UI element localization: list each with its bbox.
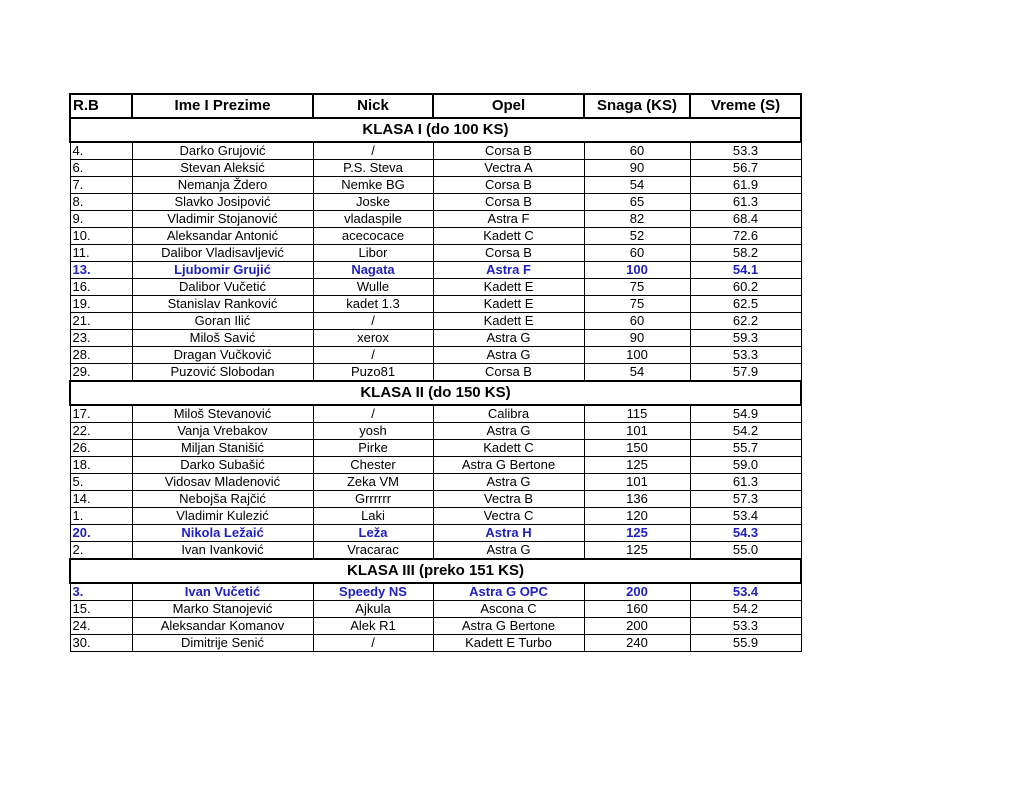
class-title: KLASA III (preko 151 KS) <box>70 559 801 583</box>
table-row <box>70 194 801 211</box>
cell-snaga: 200 <box>584 618 690 635</box>
cell-rb: 22. <box>70 423 132 440</box>
table-row <box>70 635 801 652</box>
cell-snaga: 125 <box>584 525 690 542</box>
cell-opel: Astra F <box>433 211 584 228</box>
cell-snaga: 200 <box>584 583 690 601</box>
cell-snaga: 54 <box>584 364 690 382</box>
cell-snaga: 125 <box>584 542 690 560</box>
cell-nick: Joske <box>313 194 433 211</box>
cell-nick: kadet 1.3 <box>313 296 433 313</box>
cell-snaga: 115 <box>584 405 690 423</box>
cell-vreme: 61.3 <box>690 194 801 211</box>
cell-snaga: 160 <box>584 601 690 618</box>
cell-rb: 16. <box>70 279 132 296</box>
cell-rb: 4. <box>70 142 132 160</box>
cell-nick: vladaspile <box>313 211 433 228</box>
cell-nick: Alek R1 <box>313 618 433 635</box>
cell-opel: Astra G <box>433 330 584 347</box>
cell-vreme: 60.2 <box>690 279 801 296</box>
cell-snaga: 60 <box>584 313 690 330</box>
header-rb: R.B <box>70 94 132 118</box>
cell-vreme: 72.6 <box>690 228 801 245</box>
cell-snaga: 75 <box>584 279 690 296</box>
table-row <box>70 296 801 313</box>
cell-name: Darko Grujović <box>132 142 313 160</box>
table-row <box>70 508 801 525</box>
cell-vreme: 68.4 <box>690 211 801 228</box>
cell-nick: Leža <box>313 525 433 542</box>
cell-name: Stanislav Ranković <box>132 296 313 313</box>
cell-vreme: 58.2 <box>690 245 801 262</box>
cell-opel: Kadett C <box>433 440 584 457</box>
cell-vreme: 53.4 <box>690 583 801 601</box>
cell-name: Stevan Aleksić <box>132 160 313 177</box>
cell-nick: Vracarac <box>313 542 433 560</box>
cell-rb: 15. <box>70 601 132 618</box>
cell-rb: 23. <box>70 330 132 347</box>
cell-rb: 7. <box>70 177 132 194</box>
table-row <box>70 347 801 364</box>
cell-vreme: 55.7 <box>690 440 801 457</box>
cell-vreme: 54.1 <box>690 262 801 279</box>
cell-rb: 3. <box>70 583 132 601</box>
cell-nick: Speedy NS <box>313 583 433 601</box>
cell-vreme: 56.7 <box>690 160 801 177</box>
cell-snaga: 65 <box>584 194 690 211</box>
header-vreme: Vreme (S) <box>690 94 801 118</box>
cell-snaga: 90 <box>584 330 690 347</box>
cell-rb: 5. <box>70 474 132 491</box>
cell-opel: Corsa B <box>433 142 584 160</box>
cell-name: Vladimir Stojanović <box>132 211 313 228</box>
cell-nick: yosh <box>313 423 433 440</box>
cell-nick: / <box>313 635 433 652</box>
header-row <box>70 94 801 118</box>
table-row <box>70 423 801 440</box>
cell-vreme: 53.4 <box>690 508 801 525</box>
table-row <box>70 330 801 347</box>
cell-rb: 13. <box>70 262 132 279</box>
cell-opel: Corsa B <box>433 364 584 382</box>
cell-vreme: 57.3 <box>690 491 801 508</box>
table-row <box>70 364 801 382</box>
cell-name: Nemanja Ždero <box>132 177 313 194</box>
cell-opel: Vectra C <box>433 508 584 525</box>
table-row <box>70 457 801 474</box>
cell-opel: Astra G OPC <box>433 583 584 601</box>
cell-vreme: 62.2 <box>690 313 801 330</box>
cell-nick: Chester <box>313 457 433 474</box>
table-row <box>70 601 801 618</box>
header-opel: Opel <box>433 94 584 118</box>
cell-snaga: 101 <box>584 474 690 491</box>
cell-nick: acecocace <box>313 228 433 245</box>
cell-nick: / <box>313 347 433 364</box>
cell-vreme: 53.3 <box>690 347 801 364</box>
cell-snaga: 52 <box>584 228 690 245</box>
cell-snaga: 90 <box>584 160 690 177</box>
cell-nick: / <box>313 405 433 423</box>
cell-vreme: 54.3 <box>690 525 801 542</box>
cell-snaga: 125 <box>584 457 690 474</box>
cell-rb: 26. <box>70 440 132 457</box>
cell-rb: 8. <box>70 194 132 211</box>
cell-vreme: 61.9 <box>690 177 801 194</box>
cell-rb: 28. <box>70 347 132 364</box>
class-title: KLASA I (do 100 KS) <box>70 118 801 142</box>
cell-vreme: 57.9 <box>690 364 801 382</box>
cell-rb: 6. <box>70 160 132 177</box>
cell-rb: 30. <box>70 635 132 652</box>
cell-name: Marko Stanojević <box>132 601 313 618</box>
cell-name: Puzović Slobodan <box>132 364 313 382</box>
table-row <box>70 491 801 508</box>
cell-opel: Corsa B <box>433 245 584 262</box>
cell-opel: Calibra <box>433 405 584 423</box>
cell-rb: 2. <box>70 542 132 560</box>
class-header-row <box>70 118 801 142</box>
cell-opel: Astra G <box>433 474 584 491</box>
class-header-row <box>70 381 801 405</box>
results-table <box>69 93 802 652</box>
cell-opel: Corsa B <box>433 194 584 211</box>
cell-snaga: 150 <box>584 440 690 457</box>
table-row <box>70 525 801 542</box>
cell-vreme: 61.3 <box>690 474 801 491</box>
cell-vreme: 55.0 <box>690 542 801 560</box>
cell-name: Vladimir Kulezić <box>132 508 313 525</box>
table-row <box>70 228 801 245</box>
cell-nick: Laki <box>313 508 433 525</box>
cell-opel: Astra G Bertone <box>433 457 584 474</box>
cell-name: Ivan Vučetić <box>132 583 313 601</box>
cell-nick: P.S. Steva <box>313 160 433 177</box>
table-row <box>70 618 801 635</box>
cell-name: Aleksandar Antonić <box>132 228 313 245</box>
cell-snaga: 136 <box>584 491 690 508</box>
cell-rb: 14. <box>70 491 132 508</box>
cell-snaga: 100 <box>584 347 690 364</box>
header-name: Ime I Prezime <box>132 94 313 118</box>
cell-vreme: 53.3 <box>690 618 801 635</box>
cell-nick: Nagata <box>313 262 433 279</box>
cell-nick: xerox <box>313 330 433 347</box>
cell-snaga: 101 <box>584 423 690 440</box>
cell-opel: Astra H <box>433 525 584 542</box>
cell-nick: Zeka VM <box>313 474 433 491</box>
cell-rb: 18. <box>70 457 132 474</box>
cell-opel: Vectra A <box>433 160 584 177</box>
cell-rb: 17. <box>70 405 132 423</box>
table-row <box>70 262 801 279</box>
cell-snaga: 54 <box>584 177 690 194</box>
cell-opel: Kadett E <box>433 279 584 296</box>
header-nick: Nick <box>313 94 433 118</box>
cell-name: Dragan Vučković <box>132 347 313 364</box>
cell-rb: 20. <box>70 525 132 542</box>
cell-rb: 19. <box>70 296 132 313</box>
cell-nick: Wulle <box>313 279 433 296</box>
cell-name: Nebojša Rajčić <box>132 491 313 508</box>
cell-opel: Ascona C <box>433 601 584 618</box>
cell-name: Nikola Ležaić <box>132 525 313 542</box>
cell-name: Miloš Stevanović <box>132 405 313 423</box>
cell-name: Dalibor Vučetić <box>132 279 313 296</box>
cell-nick: Ajkula <box>313 601 433 618</box>
cell-vreme: 55.9 <box>690 635 801 652</box>
table-row <box>70 160 801 177</box>
cell-snaga: 75 <box>584 296 690 313</box>
cell-snaga: 100 <box>584 262 690 279</box>
table-row <box>70 245 801 262</box>
cell-vreme: 59.0 <box>690 457 801 474</box>
cell-snaga: 82 <box>584 211 690 228</box>
cell-rb: 11. <box>70 245 132 262</box>
cell-name: Dalibor Vladisavljević <box>132 245 313 262</box>
cell-vreme: 59.3 <box>690 330 801 347</box>
results-body <box>70 118 801 652</box>
cell-nick: Nemke BG <box>313 177 433 194</box>
cell-rb: 10. <box>70 228 132 245</box>
cell-name: Vidosav Mladenović <box>132 474 313 491</box>
cell-opel: Astra G <box>433 423 584 440</box>
cell-nick: Libor <box>313 245 433 262</box>
cell-opel: Astra G <box>433 347 584 364</box>
class-title: KLASA II (do 150 KS) <box>70 381 801 405</box>
cell-opel: Astra G <box>433 542 584 560</box>
cell-opel: Corsa B <box>433 177 584 194</box>
cell-name: Slavko Josipović <box>132 194 313 211</box>
cell-opel: Kadett E <box>433 313 584 330</box>
table-row <box>70 279 801 296</box>
table-row <box>70 583 801 601</box>
cell-name: Vanja Vrebakov <box>132 423 313 440</box>
cell-opel: Kadett C <box>433 228 584 245</box>
cell-snaga: 240 <box>584 635 690 652</box>
cell-nick: Grrrrrr <box>313 491 433 508</box>
table-row <box>70 211 801 228</box>
class-header-row <box>70 559 801 583</box>
header-snaga: Snaga (KS) <box>584 94 690 118</box>
cell-opel: Astra F <box>433 262 584 279</box>
cell-name: Ivan Ivanković <box>132 542 313 560</box>
cell-opel: Kadett E <box>433 296 584 313</box>
table-row <box>70 177 801 194</box>
cell-snaga: 60 <box>584 245 690 262</box>
cell-nick: / <box>313 313 433 330</box>
table-row <box>70 405 801 423</box>
table-row <box>70 142 801 160</box>
cell-name: Miljan Stanišić <box>132 440 313 457</box>
cell-rb: 9. <box>70 211 132 228</box>
cell-vreme: 54.2 <box>690 423 801 440</box>
cell-name: Darko Subašić <box>132 457 313 474</box>
table-row <box>70 440 801 457</box>
cell-vreme: 62.5 <box>690 296 801 313</box>
cell-name: Goran Ilić <box>132 313 313 330</box>
cell-nick: Pirke <box>313 440 433 457</box>
cell-rb: 21. <box>70 313 132 330</box>
cell-opel: Astra G Bertone <box>433 618 584 635</box>
table-row <box>70 542 801 560</box>
table-row <box>70 474 801 491</box>
cell-name: Miloš Savić <box>132 330 313 347</box>
cell-snaga: 60 <box>584 142 690 160</box>
cell-rb: 24. <box>70 618 132 635</box>
cell-vreme: 53.3 <box>690 142 801 160</box>
cell-snaga: 120 <box>584 508 690 525</box>
cell-name: Ljubomir Grujić <box>132 262 313 279</box>
cell-rb: 1. <box>70 508 132 525</box>
cell-name: Dimitrije Senić <box>132 635 313 652</box>
cell-vreme: 54.2 <box>690 601 801 618</box>
table-row <box>70 313 801 330</box>
cell-nick: / <box>313 142 433 160</box>
cell-name: Aleksandar Komanov <box>132 618 313 635</box>
cell-rb: 29. <box>70 364 132 382</box>
cell-opel: Vectra B <box>433 491 584 508</box>
cell-nick: Puzo81 <box>313 364 433 382</box>
cell-opel: Kadett E Turbo <box>433 635 584 652</box>
cell-vreme: 54.9 <box>690 405 801 423</box>
